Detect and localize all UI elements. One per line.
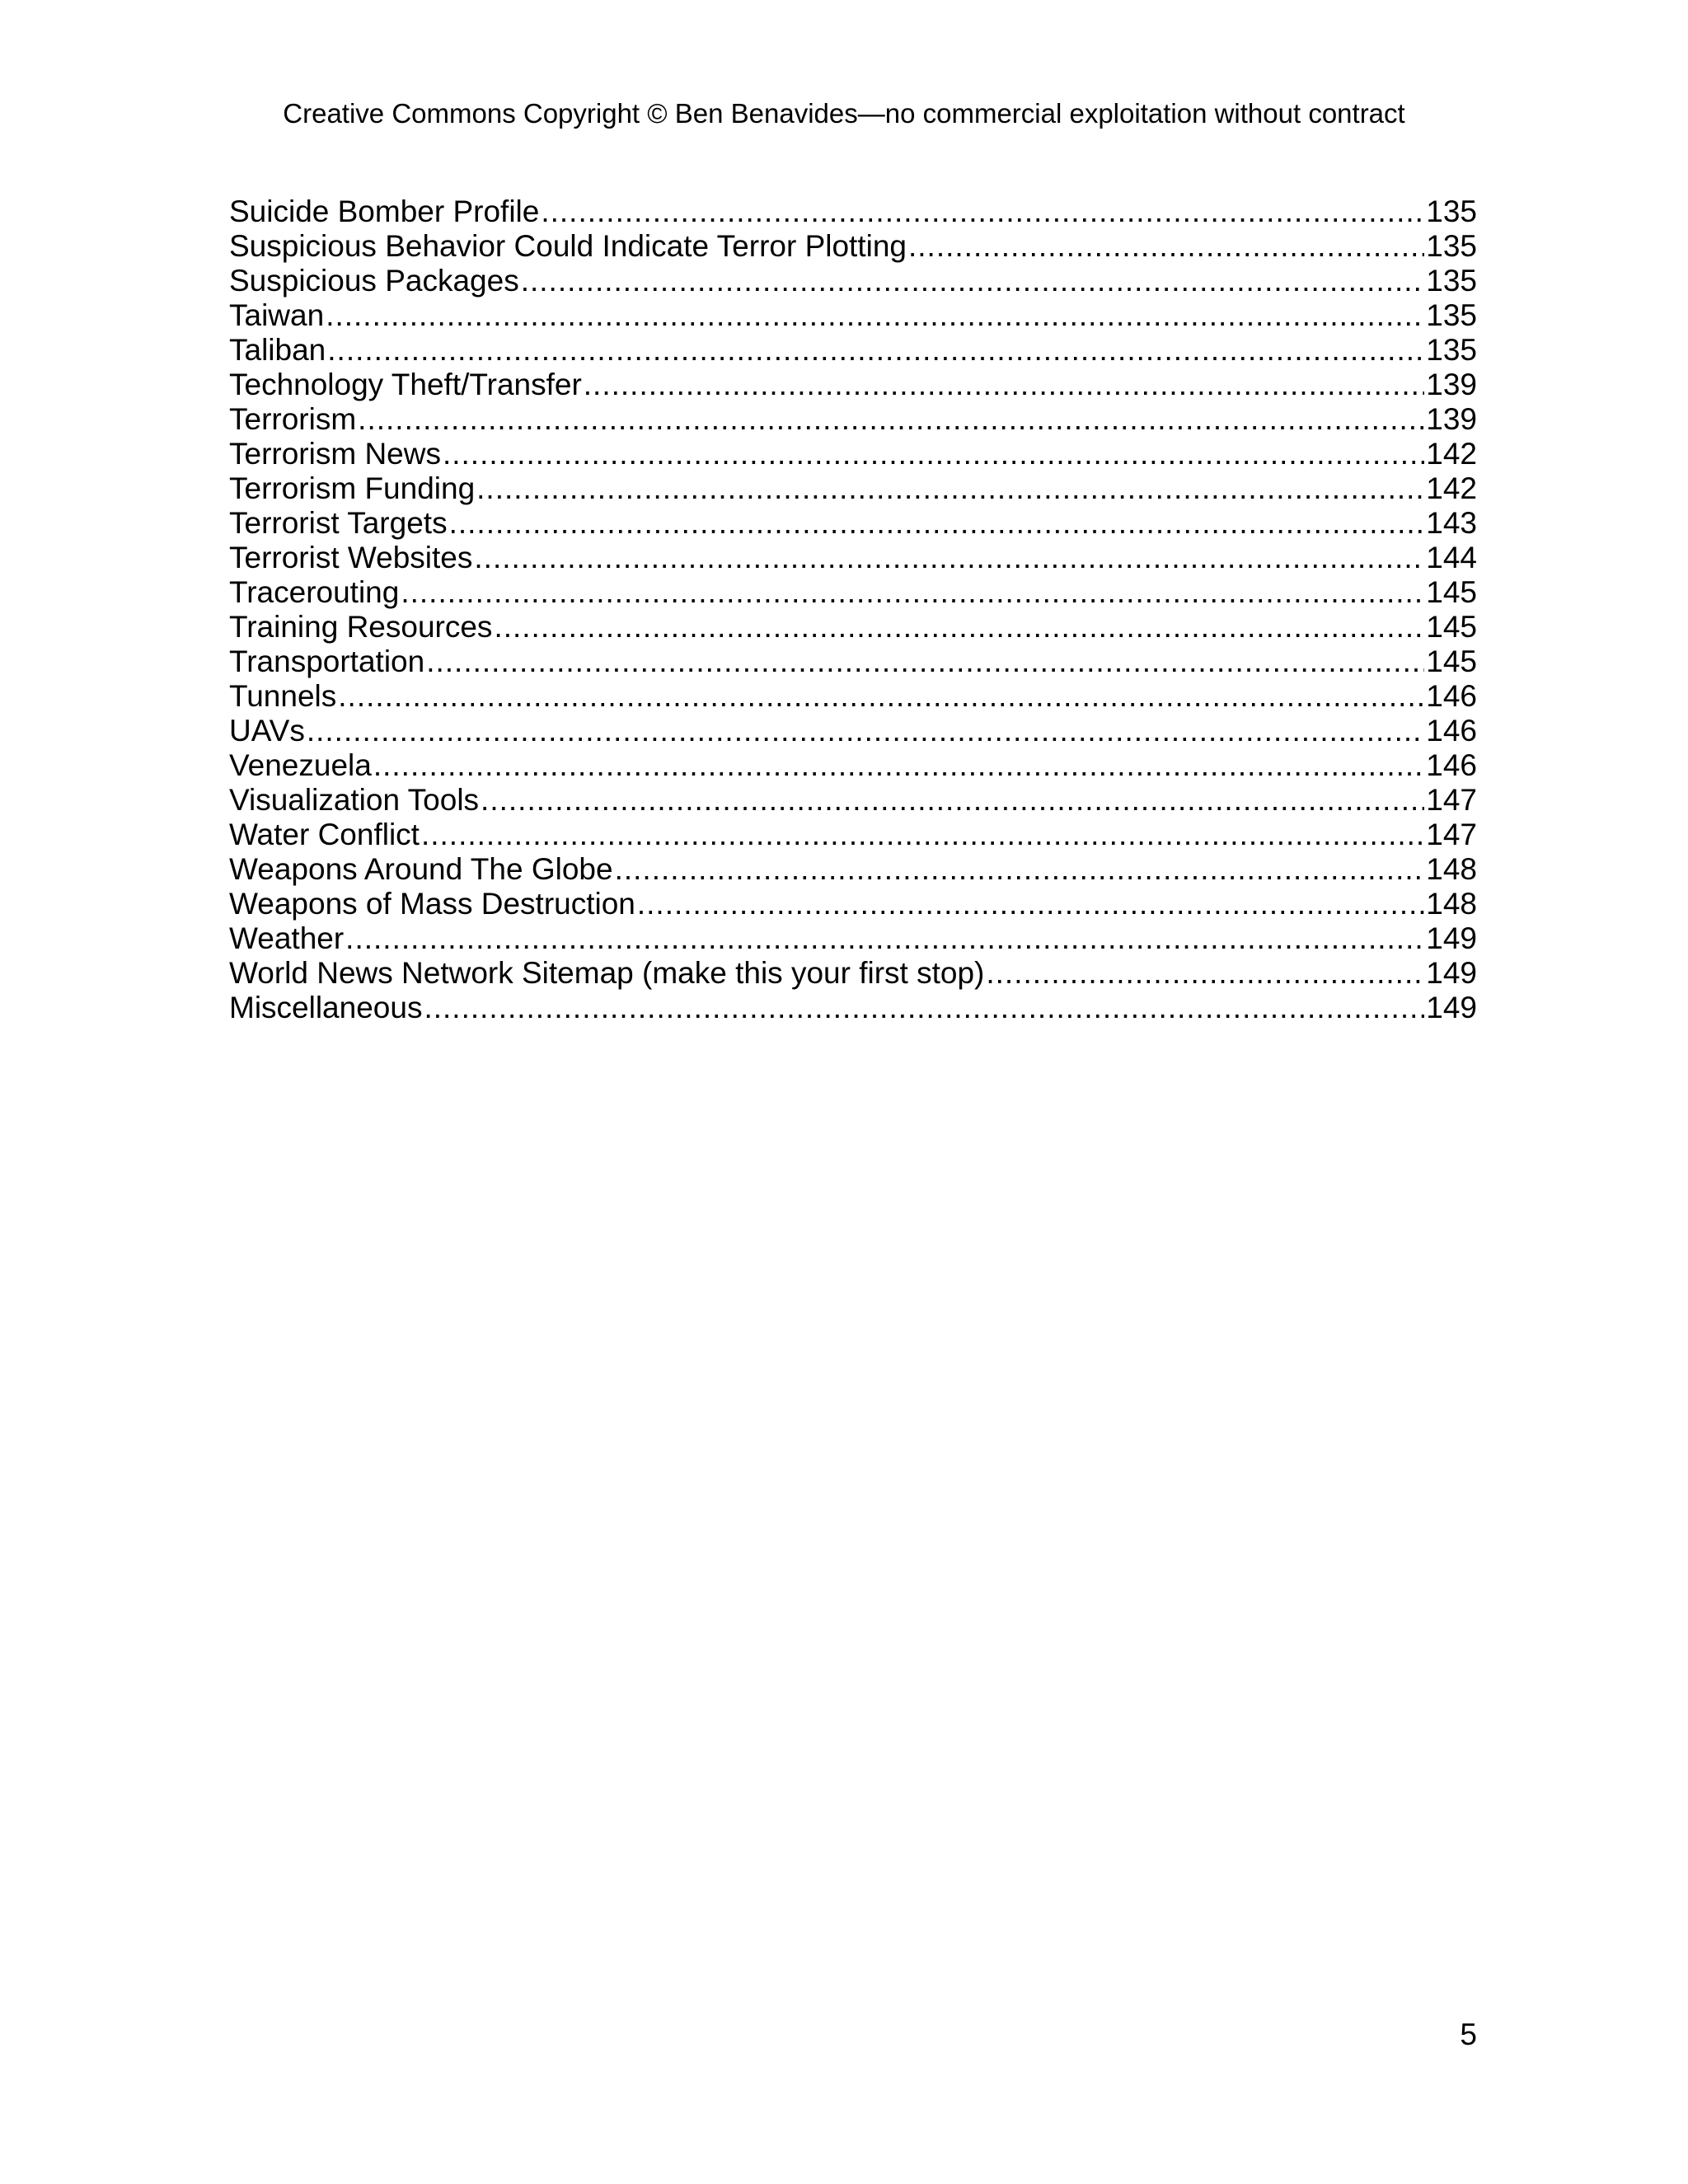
toc-dot-leader	[307, 714, 1424, 748]
toc-dot-leader	[338, 679, 1424, 714]
toc-entry-title: Suspicious Behavior Could Indicate Terror Plotting	[229, 229, 907, 263]
toc-dot-leader	[449, 506, 1425, 541]
page-header: Creative Commons Copyright © Ben Benavides—no commercial exploitation without contract	[283, 98, 1405, 129]
toc-entry-title: Tunnels	[229, 679, 337, 713]
toc-entry-title: Venezuela	[229, 748, 372, 782]
toc-entry-page: 139	[1426, 402, 1477, 436]
toc-entry-page: 135	[1426, 229, 1477, 263]
toc-entry-page: 145	[1426, 575, 1477, 609]
toc-entry[interactable]	[229, 229, 1477, 264]
toc-dot-leader	[521, 264, 1425, 298]
toc-entry[interactable]	[229, 194, 1477, 229]
toc-dot-leader	[421, 818, 1424, 852]
toc-entry[interactable]	[229, 921, 1477, 956]
toc-entry[interactable]	[229, 541, 1477, 575]
toc-entry-page: 146	[1426, 679, 1477, 713]
toc-dot-leader	[481, 783, 1424, 818]
toc-entry-page: 148	[1426, 852, 1477, 886]
toc-dot-leader	[494, 610, 1424, 644]
toc-dot-leader	[476, 471, 1424, 506]
toc-entry-page: 147	[1426, 818, 1477, 851]
toc-entry-page: 135	[1426, 194, 1477, 228]
toc-entry-page: 143	[1426, 506, 1477, 540]
toc-entry-title: Taiwan	[229, 298, 325, 332]
toc-dot-leader	[541, 194, 1424, 229]
toc-dot-leader	[637, 887, 1424, 921]
toc-entry[interactable]	[229, 852, 1477, 887]
toc-entry-title: Suicide Bomber Profile	[229, 194, 540, 228]
toc-entry[interactable]	[229, 783, 1477, 818]
toc-entry-page: 135	[1426, 333, 1477, 367]
toc-entry[interactable]	[229, 748, 1477, 783]
toc-entry[interactable]	[229, 575, 1477, 610]
toc-entry[interactable]	[229, 714, 1477, 748]
toc-entry[interactable]	[229, 298, 1477, 333]
toc-entry[interactable]	[229, 818, 1477, 852]
toc-dot-leader	[326, 298, 1424, 333]
toc-entry-page: 142	[1426, 437, 1477, 471]
toc-entry[interactable]	[229, 956, 1477, 991]
toc-dot-leader	[401, 575, 1424, 610]
toc-entry[interactable]	[229, 887, 1477, 921]
toc-entry-page: 139	[1426, 368, 1477, 401]
toc-entry[interactable]	[229, 368, 1477, 402]
toc-entry-title: Terrorist Websites	[229, 541, 473, 574]
toc-dot-leader	[908, 229, 1424, 264]
toc-entry-title: Visualization Tools	[229, 783, 480, 817]
toc-entry-title: Transportation	[229, 644, 425, 678]
toc-entry[interactable]	[229, 333, 1477, 368]
toc-dot-leader	[358, 402, 1424, 437]
toc-entry-title: Terrorism Funding	[229, 471, 476, 505]
toc-dot-leader	[426, 644, 1424, 679]
toc-dot-leader	[443, 437, 1424, 471]
toc-dot-leader	[345, 921, 1424, 956]
toc-entry[interactable]	[229, 264, 1477, 298]
toc-entry-title: Weather	[229, 921, 345, 955]
toc-entry[interactable]	[229, 402, 1477, 437]
toc-entry-page: 135	[1426, 264, 1477, 298]
toc-entry-page: 145	[1426, 644, 1477, 678]
toc-entry-title: World News Network Sitemap (make this your first stop)	[229, 956, 985, 990]
toc-entry-title: Weapons Around The Globe	[229, 852, 613, 886]
toc-entry-title: Terrorism	[229, 402, 357, 436]
toc-entry-title: Tracerouting	[229, 575, 400, 609]
toc-entry-title: Terrorist Targets	[229, 506, 448, 540]
toc-entry-page: 148	[1426, 887, 1477, 921]
toc-entry-title: Technology Theft/Transfer	[229, 368, 582, 401]
toc-entry-title: Training Resources	[229, 610, 493, 644]
toc-dot-leader	[373, 748, 1424, 783]
toc-entry-page: 135	[1426, 298, 1477, 332]
toc-entry[interactable]	[229, 644, 1477, 679]
toc-entry-page: 142	[1426, 471, 1477, 505]
toc-dot-leader	[474, 541, 1424, 575]
toc-dot-leader	[424, 991, 1424, 1025]
toc-entry-title: Terrorism News	[229, 437, 441, 471]
toc-entry[interactable]	[229, 679, 1477, 714]
toc-entry-title: Suspicious Packages	[229, 264, 519, 298]
toc-entry-page: 146	[1426, 748, 1477, 782]
page-number: 5	[1460, 2018, 1477, 2051]
toc-entry-title: Taliban	[229, 333, 326, 367]
toc-dot-leader	[327, 333, 1424, 368]
toc-entry-title: Water Conflict	[229, 818, 420, 851]
toc-dot-leader	[986, 956, 1424, 991]
toc-dot-leader	[615, 852, 1425, 887]
toc-entry-page: 146	[1426, 714, 1477, 748]
toc-entry-title: Weapons of Mass Destruction	[229, 887, 635, 921]
table-of-contents	[229, 194, 1477, 1025]
toc-entry-page: 147	[1426, 783, 1477, 817]
toc-entry-title: Miscellaneous	[229, 991, 423, 1024]
toc-entry-page: 149	[1426, 956, 1477, 990]
toc-entry[interactable]	[229, 471, 1477, 506]
toc-entry-title: UAVs	[229, 714, 305, 748]
toc-entry[interactable]	[229, 437, 1477, 471]
toc-entry-page: 145	[1426, 610, 1477, 644]
toc-entry-page: 149	[1426, 991, 1477, 1024]
toc-entry[interactable]	[229, 506, 1477, 541]
toc-entry-page: 144	[1426, 541, 1477, 574]
toc-entry[interactable]	[229, 610, 1477, 644]
toc-entry[interactable]	[229, 991, 1477, 1025]
toc-entry-page: 149	[1426, 921, 1477, 955]
toc-dot-leader	[584, 368, 1424, 402]
